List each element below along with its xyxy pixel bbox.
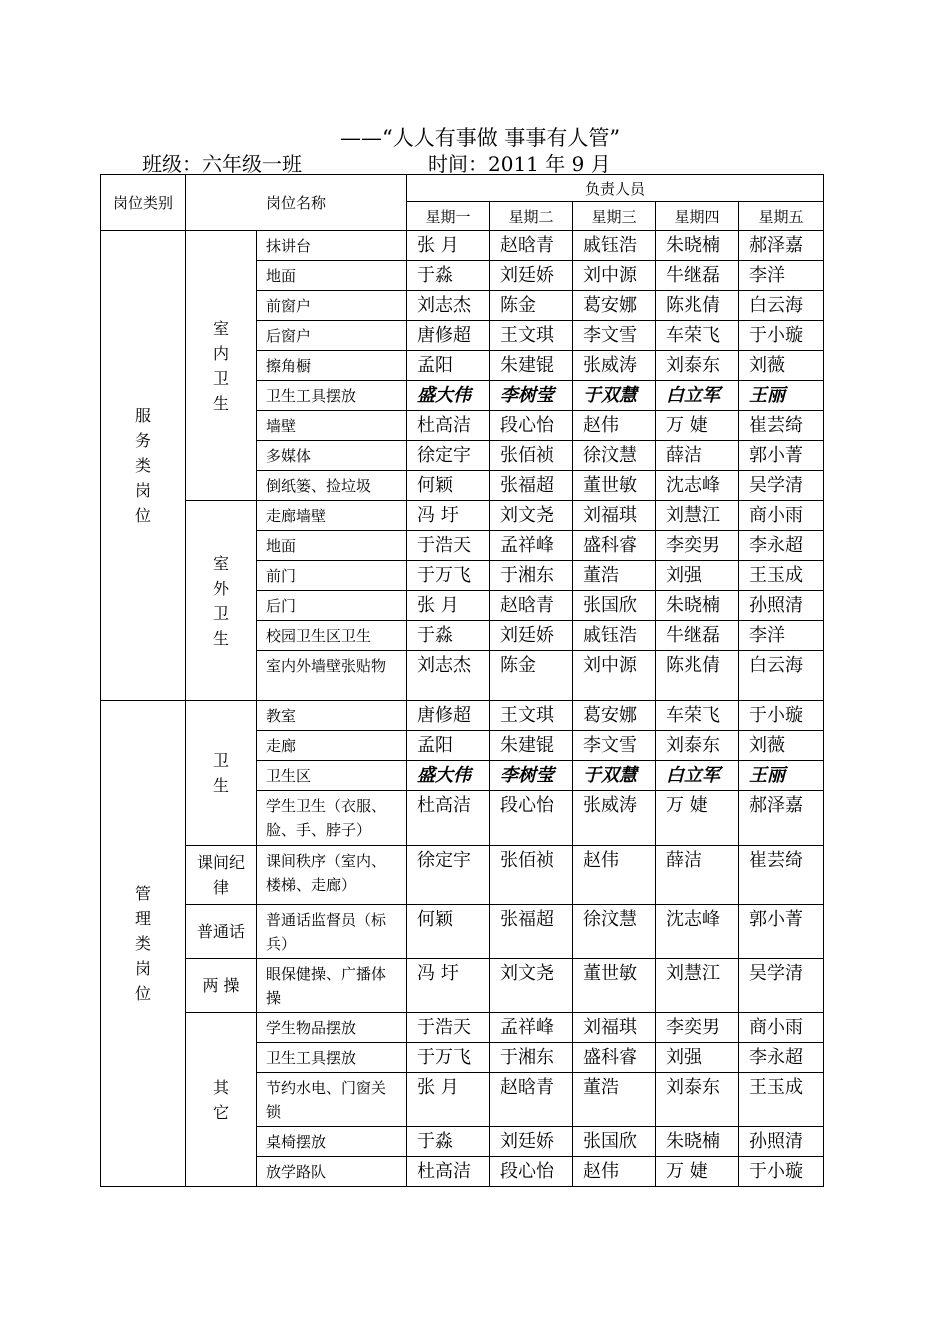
person-cell: 徐汶慧 bbox=[573, 905, 656, 959]
person-cell: 万 婕 bbox=[656, 1157, 739, 1187]
post-name-cell: 学生卫生（衣服、脸、手、脖子） bbox=[257, 791, 407, 846]
person-cell: 刘泰东 bbox=[656, 1073, 739, 1127]
subgroup-cell bbox=[186, 1013, 257, 1187]
person-cell: 李洋 bbox=[739, 261, 824, 291]
table-row bbox=[101, 1013, 824, 1043]
person-cell: 刘志杰 bbox=[407, 291, 490, 321]
person-cell: 段心怡 bbox=[490, 1157, 573, 1187]
person-cell: 赵伟 bbox=[573, 846, 656, 905]
subgroup-cell bbox=[186, 501, 257, 701]
person-cell: 白立军 bbox=[656, 761, 739, 791]
person-cell: 张国欣 bbox=[573, 1127, 656, 1157]
category-label: 服务类岗位 bbox=[135, 406, 152, 525]
person-cell: 盛大伟 bbox=[407, 381, 490, 411]
person-cell: 葛安娜 bbox=[573, 291, 656, 321]
subgroup-cell bbox=[186, 231, 257, 501]
person-cell: 董世敏 bbox=[573, 471, 656, 501]
person-cell: 于万飞 bbox=[407, 1043, 490, 1073]
time-label: 时间：2011 年 9 月 bbox=[428, 152, 611, 176]
table-row bbox=[101, 959, 824, 1013]
person-cell: 李洋 bbox=[739, 621, 824, 651]
post-name-cell: 后门 bbox=[257, 591, 407, 621]
person-cell: 李奕男 bbox=[656, 1013, 739, 1043]
person-cell: 赵伟 bbox=[573, 1157, 656, 1187]
post-name-cell: 倒纸篓、捡垃圾 bbox=[257, 471, 407, 501]
person-cell: 王文琪 bbox=[490, 701, 573, 731]
subgroup-label: 两 操 bbox=[202, 976, 240, 995]
table-row bbox=[101, 231, 824, 261]
person-cell: 盛科睿 bbox=[573, 531, 656, 561]
category-label: 管理类岗位 bbox=[135, 884, 152, 1003]
person-cell: 赵晗青 bbox=[490, 591, 573, 621]
person-cell: 李奕男 bbox=[656, 531, 739, 561]
post-name-cell: 教室 bbox=[257, 701, 407, 731]
person-cell: 李永超 bbox=[739, 531, 824, 561]
post-name-cell: 室内外墙壁张贴物 bbox=[257, 651, 407, 701]
subgroup-label: 普通话 bbox=[197, 922, 246, 941]
person-cell: 朱晓楠 bbox=[656, 1127, 739, 1157]
post-name-cell: 卫生区 bbox=[257, 761, 407, 791]
person-cell: 于双慧 bbox=[573, 381, 656, 411]
person-cell: 车荣飞 bbox=[656, 321, 739, 351]
person-cell: 唐修超 bbox=[407, 321, 490, 351]
person-cell: 于小璇 bbox=[739, 1157, 824, 1187]
person-cell: 崔芸绮 bbox=[739, 411, 824, 441]
person-cell: 朱建锟 bbox=[490, 351, 573, 381]
person-cell: 李文雪 bbox=[573, 731, 656, 761]
person-cell: 戚钰浩 bbox=[573, 621, 656, 651]
person-cell: 张国欣 bbox=[573, 591, 656, 621]
person-cell: 车荣飞 bbox=[656, 701, 739, 731]
person-cell: 葛安娜 bbox=[573, 701, 656, 731]
person-cell: 商小雨 bbox=[739, 501, 824, 531]
person-cell: 于淼 bbox=[407, 1127, 490, 1157]
subgroup-label: 其它 bbox=[213, 1077, 230, 1122]
person-cell: 冯 圩 bbox=[407, 959, 490, 1013]
person-cell: 于小璇 bbox=[739, 701, 824, 731]
person-cell: 陈兆倩 bbox=[656, 291, 739, 321]
person-cell: 张福超 bbox=[490, 905, 573, 959]
post-name-cell: 抹讲台 bbox=[257, 231, 407, 261]
table-row bbox=[101, 501, 824, 531]
person-cell: 李树莹 bbox=[490, 761, 573, 791]
post-name-cell: 普通话监督员（标兵） bbox=[257, 905, 407, 959]
person-cell: 郭小菁 bbox=[739, 441, 824, 471]
person-cell: 徐定宇 bbox=[407, 846, 490, 905]
duty-schedule-table bbox=[100, 174, 824, 1187]
person-cell: 张 月 bbox=[407, 591, 490, 621]
person-cell: 刘廷娇 bbox=[490, 1127, 573, 1157]
page-title: ——“人人有事做 事事有人管” bbox=[340, 126, 621, 150]
post-name-cell: 地面 bbox=[257, 261, 407, 291]
post-name-cell: 擦角橱 bbox=[257, 351, 407, 381]
person-cell: 刘福琪 bbox=[573, 1013, 656, 1043]
person-cell: 王丽 bbox=[739, 381, 824, 411]
person-cell: 张 月 bbox=[407, 1073, 490, 1127]
person-cell: 孙照清 bbox=[739, 1127, 824, 1157]
person-cell: 何颖 bbox=[407, 905, 490, 959]
person-cell: 牛继磊 bbox=[656, 621, 739, 651]
person-cell: 朱晓楠 bbox=[656, 591, 739, 621]
subgroup-cell bbox=[186, 846, 257, 905]
person-cell: 张佰祯 bbox=[490, 846, 573, 905]
person-cell: 于淼 bbox=[407, 261, 490, 291]
person-cell: 崔芸绮 bbox=[739, 846, 824, 905]
person-cell: 刘中源 bbox=[573, 261, 656, 291]
person-cell: 徐汶慧 bbox=[573, 441, 656, 471]
person-cell: 商小雨 bbox=[739, 1013, 824, 1043]
person-cell: 于小璇 bbox=[739, 321, 824, 351]
subgroup-cell bbox=[186, 905, 257, 959]
person-cell: 万 婕 bbox=[656, 791, 739, 846]
person-cell: 刘泰东 bbox=[656, 351, 739, 381]
person-cell: 王文琪 bbox=[490, 321, 573, 351]
person-cell: 王玉成 bbox=[739, 1073, 824, 1127]
person-cell: 盛科睿 bbox=[573, 1043, 656, 1073]
subgroup-cell bbox=[186, 701, 257, 846]
table-row bbox=[101, 701, 824, 731]
person-cell: 郭小菁 bbox=[739, 905, 824, 959]
post-name-cell: 墙壁 bbox=[257, 411, 407, 441]
person-cell: 孟祥峰 bbox=[490, 1013, 573, 1043]
post-name-cell: 前窗户 bbox=[257, 291, 407, 321]
person-cell: 孟阳 bbox=[407, 351, 490, 381]
person-cell: 万 婕 bbox=[656, 411, 739, 441]
header-day: 星期五 bbox=[739, 202, 824, 231]
person-cell: 刘中源 bbox=[573, 651, 656, 701]
post-name-cell: 走廊墙壁 bbox=[257, 501, 407, 531]
person-cell: 朱晓楠 bbox=[656, 231, 739, 261]
person-cell: 于万飞 bbox=[407, 561, 490, 591]
person-cell: 张 月 bbox=[407, 231, 490, 261]
person-cell: 刘薇 bbox=[739, 731, 824, 761]
header-day: 星期四 bbox=[656, 202, 739, 231]
person-cell: 刘强 bbox=[656, 561, 739, 591]
person-cell: 刘慧江 bbox=[656, 959, 739, 1013]
person-cell: 于湘东 bbox=[490, 561, 573, 591]
header-persons: 负责人员 bbox=[407, 175, 824, 202]
person-cell: 于浩天 bbox=[407, 1013, 490, 1043]
person-cell: 刘强 bbox=[656, 1043, 739, 1073]
person-cell: 李文雪 bbox=[573, 321, 656, 351]
person-cell: 赵伟 bbox=[573, 411, 656, 441]
post-name-cell: 节约水电、门窗关锁 bbox=[257, 1073, 407, 1127]
post-name-cell: 前门 bbox=[257, 561, 407, 591]
person-cell: 杜高洁 bbox=[407, 411, 490, 441]
person-cell: 薛洁 bbox=[656, 441, 739, 471]
person-cell: 刘薇 bbox=[739, 351, 824, 381]
person-cell: 李树莹 bbox=[490, 381, 573, 411]
person-cell: 于双慧 bbox=[573, 761, 656, 791]
person-cell: 白云海 bbox=[739, 291, 824, 321]
person-cell: 杜高洁 bbox=[407, 791, 490, 846]
person-cell: 段心怡 bbox=[490, 791, 573, 846]
post-name-cell: 卫生工具摆放 bbox=[257, 381, 407, 411]
person-cell: 赵晗青 bbox=[490, 1073, 573, 1127]
person-cell: 于淼 bbox=[407, 621, 490, 651]
person-cell: 白立军 bbox=[656, 381, 739, 411]
person-cell: 朱建锟 bbox=[490, 731, 573, 761]
subgroup-label: 室内卫生 bbox=[213, 318, 230, 413]
person-cell: 徐定宇 bbox=[407, 441, 490, 471]
header-day: 星期一 bbox=[407, 202, 490, 231]
post-name-cell: 多媒体 bbox=[257, 441, 407, 471]
person-cell: 王丽 bbox=[739, 761, 824, 791]
person-cell: 薛洁 bbox=[656, 846, 739, 905]
person-cell: 吴学清 bbox=[739, 959, 824, 1013]
header-post-name: 岗位名称 bbox=[186, 175, 407, 231]
subgroup-label: 卫生 bbox=[213, 751, 230, 795]
person-cell: 刘福琪 bbox=[573, 501, 656, 531]
person-cell: 陈金 bbox=[490, 651, 573, 701]
person-cell: 刘泰东 bbox=[656, 731, 739, 761]
person-cell: 董世敏 bbox=[573, 959, 656, 1013]
person-cell: 唐修超 bbox=[407, 701, 490, 731]
person-cell: 孟阳 bbox=[407, 731, 490, 761]
subgroup-label: 课间纪律 bbox=[197, 853, 246, 897]
person-cell: 刘文尧 bbox=[490, 501, 573, 531]
person-cell: 牛继磊 bbox=[656, 261, 739, 291]
person-cell: 刘廷娇 bbox=[490, 261, 573, 291]
person-cell: 张威涛 bbox=[573, 351, 656, 381]
person-cell: 郝泽嘉 bbox=[739, 791, 824, 846]
person-cell: 刘志杰 bbox=[407, 651, 490, 701]
class-label: 班级：六年级一班 bbox=[142, 152, 302, 176]
post-name-cell: 桌椅摆放 bbox=[257, 1127, 407, 1157]
post-name-cell: 校园卫生区卫生 bbox=[257, 621, 407, 651]
person-cell: 杜高洁 bbox=[407, 1157, 490, 1187]
person-cell: 赵晗青 bbox=[490, 231, 573, 261]
person-cell: 刘文尧 bbox=[490, 959, 573, 1013]
subgroup-label: 室外卫生 bbox=[213, 553, 230, 648]
person-cell: 沈志峰 bbox=[656, 471, 739, 501]
category-cell bbox=[101, 701, 186, 1187]
person-cell: 郝泽嘉 bbox=[739, 231, 824, 261]
person-cell: 孟祥峰 bbox=[490, 531, 573, 561]
post-name-cell: 眼保健操、广播体操 bbox=[257, 959, 407, 1013]
person-cell: 张福超 bbox=[490, 471, 573, 501]
person-cell: 吴学清 bbox=[739, 471, 824, 501]
table-row bbox=[101, 846, 824, 905]
post-name-cell: 学生物品摆放 bbox=[257, 1013, 407, 1043]
person-cell: 盛大伟 bbox=[407, 761, 490, 791]
category-cell bbox=[101, 231, 186, 701]
person-cell: 孙照清 bbox=[739, 591, 824, 621]
person-cell: 白云海 bbox=[739, 651, 824, 701]
post-name-cell: 走廊 bbox=[257, 731, 407, 761]
person-cell: 刘廷娇 bbox=[490, 621, 573, 651]
person-cell: 李永超 bbox=[739, 1043, 824, 1073]
person-cell: 何颖 bbox=[407, 471, 490, 501]
person-cell: 董浩 bbox=[573, 561, 656, 591]
post-name-cell: 课间秩序（室内、楼梯、走廊） bbox=[257, 846, 407, 905]
post-name-cell: 地面 bbox=[257, 531, 407, 561]
person-cell: 陈兆倩 bbox=[656, 651, 739, 701]
person-cell: 于湘东 bbox=[490, 1043, 573, 1073]
header-day: 星期二 bbox=[490, 202, 573, 231]
person-cell: 刘慧江 bbox=[656, 501, 739, 531]
person-cell: 张威涛 bbox=[573, 791, 656, 846]
person-cell: 陈金 bbox=[490, 291, 573, 321]
subgroup-cell bbox=[186, 959, 257, 1013]
header-category: 岗位类别 bbox=[101, 175, 186, 231]
person-cell: 冯 圩 bbox=[407, 501, 490, 531]
post-name-cell: 后窗户 bbox=[257, 321, 407, 351]
person-cell: 戚钰浩 bbox=[573, 231, 656, 261]
person-cell: 董浩 bbox=[573, 1073, 656, 1127]
table-row bbox=[101, 905, 824, 959]
post-name-cell: 卫生工具摆放 bbox=[257, 1043, 407, 1073]
person-cell: 于浩天 bbox=[407, 531, 490, 561]
post-name-cell: 放学路队 bbox=[257, 1157, 407, 1187]
person-cell: 段心怡 bbox=[490, 411, 573, 441]
header-day: 星期三 bbox=[573, 202, 656, 231]
person-cell: 沈志峰 bbox=[656, 905, 739, 959]
person-cell: 张佰祯 bbox=[490, 441, 573, 471]
person-cell: 王玉成 bbox=[739, 561, 824, 591]
